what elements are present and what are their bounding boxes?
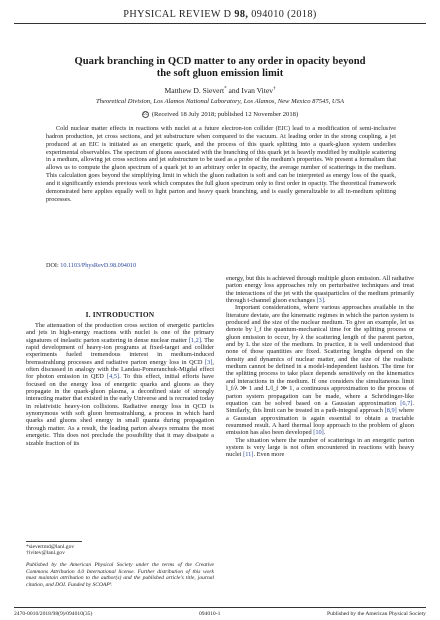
header-rule: [14, 23, 426, 24]
footnote-rule: [26, 541, 82, 542]
received-text: (Received 18 July 2018; published 12 November 2018): [151, 111, 299, 118]
footnote-email: †ivitev@lanl.gov: [26, 550, 65, 557]
citation-link[interactable]: [4,5]: [106, 373, 120, 381]
author-name: Matthew D. Sievert: [164, 86, 225, 95]
left-column: [26, 322, 214, 447]
section-heading: I. INTRODUCTION: [85, 310, 155, 319]
body-paragraph: energy, but this is achieved through multiple gluon emission. All radiative parton energy loss approaches rely on perturbative techniques and treat the interactions of the jet with the quasiparticles of the medium primarily through t-channel gluon exchanges [3].: [226, 275, 414, 305]
footer-issn: 2470-0010/2018/98(9)/094010(35): [14, 611, 93, 617]
page-number: 094010-1: [198, 611, 221, 617]
title-line: Quark branching in QCD matter to any order in opacity beyond: [74, 56, 366, 67]
paper-title: [30, 56, 410, 80]
journal-name: PHYSICAL REVIEW D: [123, 9, 232, 20]
body-paragraph: Important considerations, where various approaches available in the literature deviate, are the kinematic regimes in which the parton system is produced and the size of the nuclear medium. To give an example, let us denote by l_f the quantum-mechanical time for the splitting process or gluon emission to occur, by λ the scattering length of the parent parton, and by L the size of the medium. In practice, it is well understood that none of those quantities are fixed. Scattering lengths depend on the density and dynamics of nuclear matter, and the size of the realistic medium cannot be defined in a model-independent fashion. The time for the splitting process to take place depends sensitively on the kinematics and interactions in the medium. If one considers the simultaneous limit l_f/λ ≫ 1 and L/l_f ≫ 1, a continuous approximation to the process of parton system propagation can be made, where a Schrödinger-like equation can be solved based on a Gaussian approximation [6,7]. Similarly, this limit can be treated in a path-integral approach [8,9] where a Gaussian approximation is again essential to obtain a tractable resummed result. A hard thermal loop approach to the problem of gluon emission has also been developed [10].: [226, 304, 414, 437]
abstract: Cold nuclear matter effects in reactions with nuclei at a future electron-ion collider (EIC) lead to a modification of semi-inclusive hadron production, jet cross sections, and jet substructure when compared to the vacuum. At leading order in the strong coupling, a jet produced at an EIC is initiated as an energetic quark, and the process of this quark splitting into a quark-gluon system underlies experimental observables. The spectrum of gluons associated with the branching of this quark jet is heavily modified by multiple scattering in a medium, allowing jet cross sections and jet substructure to be used as a probe of the medium's properties. We present a formalism that allows us to compute the gluon spectrum of a quark jet to an arbitrary order in opacity, the average number of scatterings in the medium. This calculation goes beyond the simplifying limit in which the gluon radiation is soft and can be interpreted as energy loss of the quark, and it significantly extends previous work which computes the full gluon spectrum only to first order in opacity. The theoretical framework demonstrated here applies equally well to light parton and heavy quark branching, and is easily generalizable to all in-medium splitting processes.: [46, 125, 396, 203]
author-name: and Ivan Vitev: [226, 86, 274, 95]
right-column: [226, 275, 414, 459]
footer-rule: [14, 607, 426, 608]
author-list: [0, 86, 440, 95]
doi-link[interactable]: 10.1103/PhysRevD.98.094010: [60, 262, 137, 269]
citation-link[interactable]: [3]: [316, 297, 324, 305]
body-paragraph: The situation where the number of scatterings in an energetic parton system is very large is not often encountered in reactions with heavy nuclei [11]. Even more: [226, 436, 414, 459]
article-number: 094010 (2018): [251, 9, 317, 20]
citation-link[interactable]: [6,7]: [400, 399, 413, 407]
author-mark: †: [273, 86, 276, 92]
citation-link[interactable]: [10]: [313, 429, 324, 437]
page-footer: [14, 611, 426, 617]
citation-link[interactable]: [1,2]: [188, 336, 201, 344]
doi-line: [46, 262, 136, 269]
citation-link[interactable]: [8,9]: [384, 407, 397, 415]
citation-link[interactable]: [11]: [243, 451, 254, 459]
open-access-icon: cc: [142, 112, 148, 117]
journal-volume: 98,: [234, 9, 249, 20]
received-dates: [0, 111, 440, 118]
citation-link[interactable]: [3]: [205, 358, 213, 366]
body-paragraph: The attenuation of the production cross section of energetic particles and jets in high-energy reactions with nuclei is one of the primary signatures of inelastic parton scattering in dense nuclear matter [1,2]. The rapid development of heavy-ion programs at fixed-target and collider experiments fueled tremendous interest in medium-induced bremsstrahlung processes and radiative parton energy loss in QCD [3], often discussed in analogy with the Landau-Pomeranchuk-Migdal effect for photon emission in QED [4,5]. To this effect, initial efforts have focused on the energy loss of energetic quarks and gluons as they propagate in the quark-gluon plasma, a deconfined state of strongly interacting matter that existed in the early Universe and is recreated today in relativistic heavy-ion collisions. Radiative energy loss in QCD is synonymous with soft gluon bremsstrahlung, a process in which hard quarks and gluons shed energy in small quanta during propagation through matter. As a result, the leading parton always remains the most energetic. This does not preclude the possibility that it may dissipate a sizable fraction of its: [26, 322, 215, 447]
doi-label: DOI:: [46, 262, 59, 269]
footer-publisher: Published by the American Physical Society: [327, 611, 426, 617]
title-line: the soft gluon emission limit: [156, 68, 284, 79]
author-mark: *: [224, 86, 227, 92]
footnotes: [26, 544, 214, 557]
affiliation: Theoretical Division, Los Alamos National Laboratory, Los Alamos, New Mexico 87545, USA: [95, 98, 345, 105]
running-head: [0, 9, 440, 20]
license-note: Published by the American Physical Society under the terms of the Creative Commons Attribution 4.0 International license. Further distribution of this work must maintain attribution to the author(s) and the published article's title, journal citation, and DOI. Funded by SCOAP³.: [26, 562, 214, 589]
footnote-email: *sievertmd@lanl.gov: [26, 544, 75, 550]
